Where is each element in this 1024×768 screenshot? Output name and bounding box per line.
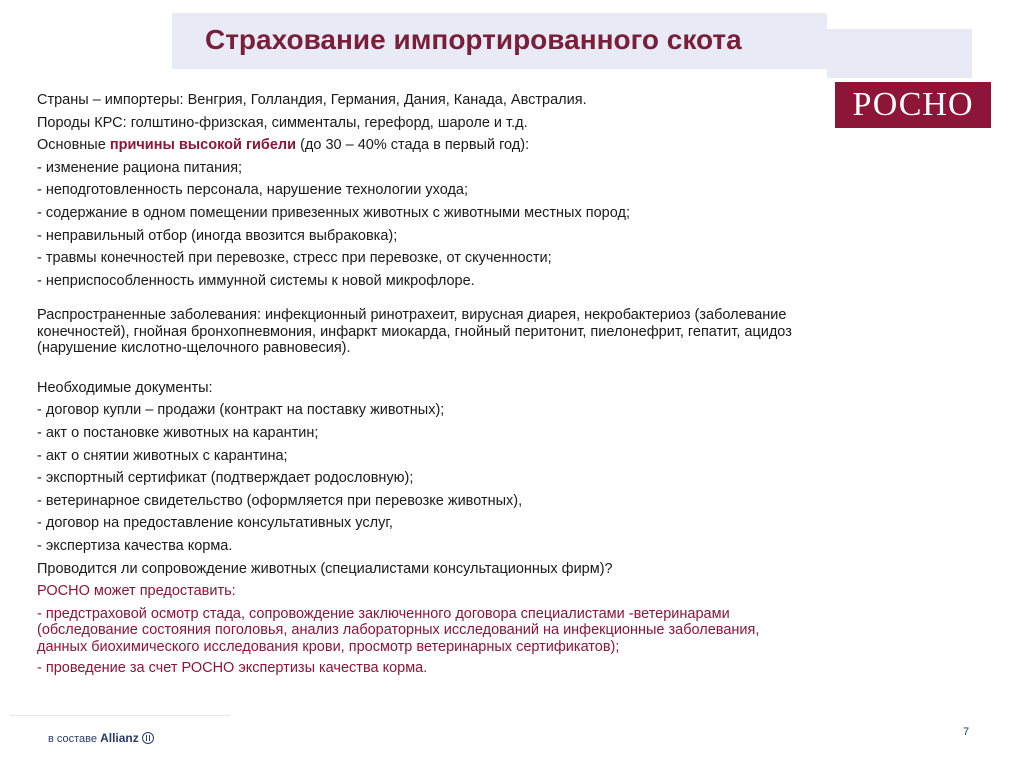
footer-brand: [48, 731, 154, 745]
reason-item: - неприспособленность иммунной системы к новой микрофлоре.: [37, 272, 475, 289]
footer-divider: [10, 715, 230, 716]
slide-title: Страхование импортированного скота: [205, 24, 742, 55]
allianz-logo-icon: [142, 732, 154, 744]
diseases-line: конечностей), гнойная бронхопневмония, инфаркт миокарда, гнойный перитонит, пиелонефрит, гепатит, ацидоз: [37, 323, 792, 340]
countries-line: Страны – импортеры: Венгрия, Голландия, Германия, Дания, Канада, Австралия.: [37, 92, 587, 108]
rosno-logo: РОСНО: [835, 82, 991, 128]
spacer: [37, 292, 937, 307]
allianz-name: Allianz: [100, 731, 139, 745]
document-item: - экспортный сертификат (подтверждает родословную);: [37, 470, 414, 487]
reasons-intro: [37, 134, 937, 157]
document-item: - договор на предоставление консультативных услуг,: [37, 515, 393, 532]
page-number: 7: [963, 726, 970, 738]
document-item: - ветеринарное свидетельство (оформляется при перевозке животных),: [37, 492, 523, 509]
offer-item-inspection: [37, 606, 937, 656]
reasons-prefix: Основные: [37, 137, 110, 154]
question-line: Проводится ли сопровождение животных (специалистами консультационных фирм)?: [37, 560, 613, 577]
reason-item: - изменение рациона питания;: [37, 159, 243, 176]
offer-line: - предстраховой осмотр стада, сопровождение заключенного договора специалистами -ветеринарами: [37, 605, 730, 622]
reason-item: - неправильный отбор (иногда ввозится выбраковка);: [37, 227, 398, 244]
reasons-suffix: (до 30 – 40% стада в первый год):: [296, 137, 530, 154]
reason-item: - неподготовленность персонала, нарушение технологии ухода;: [37, 182, 468, 199]
reason-item: - содержание в одном помещении привезенных животных с животными местных пород;: [37, 204, 630, 221]
offer-heading: РОСНО может предоставить:: [37, 583, 236, 600]
offer-line: данных биохимического исследования крови, просмотр ветеринарных сертификатов);: [37, 638, 620, 655]
diseases-line: (нарушение кислотно-щелочного равновесия).: [37, 340, 351, 357]
document-item: - договор купли – продажи (контракт на поставку животных);: [37, 402, 445, 419]
slide-content: [37, 89, 937, 680]
spacer: [37, 357, 937, 377]
diseases-paragraph: [37, 307, 937, 357]
reasons-highlight: причины высокой гибели: [109, 137, 297, 154]
reason-item: - травмы конечностей при перевозке, стресс при перевозке, от скученности;: [37, 250, 552, 267]
document-item: - экспертиза качества корма.: [37, 538, 233, 554]
document-item: - акт о постановке животных на карантин;: [37, 425, 319, 442]
offer-item-feed: - проведение за счет РОСНО экспертизы качества корма.: [37, 660, 428, 677]
footer-prefix: в составе: [48, 733, 98, 745]
diseases-line: Распространенные заболевания: инфекционный ринотрахеит, вирусная диарея, некробактериоз (заболевание: [37, 307, 787, 324]
documents-heading: Необходимые документы:: [37, 379, 213, 396]
offer-line: (обследование состояния поголовья, анализ лабораторных исследований на инфекционные заболевания,: [37, 622, 760, 639]
breeds-line: Породы КРС: голштино-фризская, симменталы, герефорд, шароле и т.д.: [37, 114, 528, 131]
title-band-extension: [827, 29, 972, 78]
document-item: - акт о снятии животных с карантина;: [37, 447, 288, 464]
